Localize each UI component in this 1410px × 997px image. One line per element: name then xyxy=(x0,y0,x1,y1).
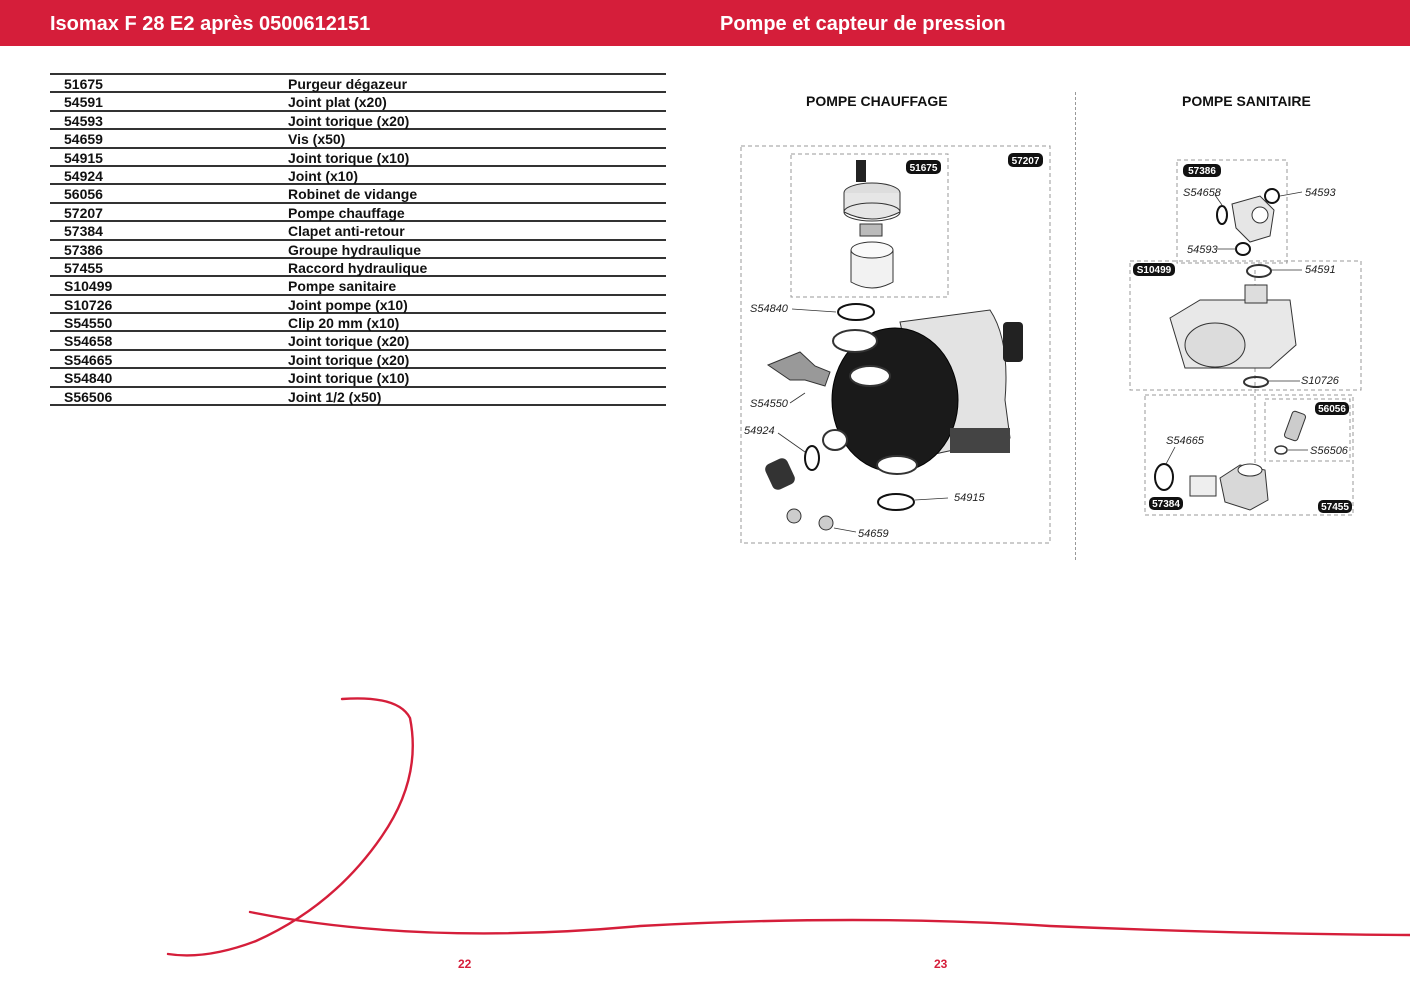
tag-57207 xyxy=(1008,153,1043,167)
page-number-right: 23 xyxy=(934,957,948,971)
label-54593-mid: 54593 xyxy=(1187,244,1218,256)
label-54915: 54915 xyxy=(954,492,985,504)
part-reference: S10499 xyxy=(64,278,113,295)
label-s10726: S10726 xyxy=(1301,375,1339,387)
title-pompe-chauffage: POMPE CHAUFFAGE xyxy=(806,93,948,109)
part-description: Pompe chauffage xyxy=(288,204,405,221)
part-reference: 57386 xyxy=(64,241,103,258)
svg-text:57384: 57384 xyxy=(1152,499,1180,510)
part-reference: 54915 xyxy=(64,149,103,166)
part-description: Pompe sanitaire xyxy=(288,278,397,295)
tag-56056 xyxy=(1315,402,1349,415)
page-number-left: 22 xyxy=(458,957,472,971)
part-reference: 57207 xyxy=(64,204,103,221)
svg-text:S10499: S10499 xyxy=(1136,265,1172,276)
svg-text:56056: 56056 xyxy=(1318,404,1346,415)
part-description: Clip 20 mm (x10) xyxy=(288,315,400,332)
label-s56506: S56506 xyxy=(1310,445,1348,457)
svg-text:57455: 57455 xyxy=(1321,502,1349,513)
ring-54591 xyxy=(1247,265,1271,277)
part-reference: 51675 xyxy=(64,76,103,92)
pompe-chauffage-drawing xyxy=(823,310,1023,474)
part-description: Raccord hydraulique xyxy=(288,259,428,276)
pompe-sanitaire-drawing xyxy=(1170,285,1296,368)
title-pompe-sanitaire: POMPE SANITAIRE xyxy=(1182,93,1311,109)
part-description: Joint pompe (x10) xyxy=(288,296,408,313)
part-reference: 57455 xyxy=(64,259,103,276)
part-reference: S54658 xyxy=(64,333,113,350)
part-description: Joint plat (x20) xyxy=(288,94,387,111)
tag-51675 xyxy=(906,160,941,174)
part-description: Joint 1/2 (x50) xyxy=(288,388,382,405)
part-description: Joint torique (x20) xyxy=(288,333,410,350)
diagram-pompe-sanitaire xyxy=(1130,160,1361,515)
part-reference: 54924 xyxy=(64,167,103,184)
label-s54840: S54840 xyxy=(750,303,788,315)
part-reference: S54665 xyxy=(64,351,113,368)
svg-text:57207: 57207 xyxy=(1011,156,1040,167)
ring-54915 xyxy=(878,494,914,510)
raccord-hydraulique-drawing xyxy=(1190,410,1306,510)
part-reference: S54840 xyxy=(64,370,113,387)
part-description: Joint torique (x10) xyxy=(288,370,410,387)
label-54924: 54924 xyxy=(744,425,775,437)
robinet-drawing xyxy=(763,456,797,492)
label-54591: 54591 xyxy=(1305,264,1336,276)
part-description: Robinet de vidange xyxy=(288,186,418,203)
ring-s10726 xyxy=(1244,377,1268,387)
part-reference: 56056 xyxy=(64,186,103,203)
label-54593-top: 54593 xyxy=(1305,187,1336,199)
clip-drawing xyxy=(768,352,830,386)
part-reference: S54550 xyxy=(64,315,113,332)
tag-57386 xyxy=(1183,164,1221,177)
tag-s10499 xyxy=(1133,263,1175,276)
document-title: Isomax F 28 E2 après 0500612151 xyxy=(50,13,371,35)
ring-54924 xyxy=(805,446,819,470)
tag-57384 xyxy=(1149,497,1183,510)
diagram-pompe-chauffage xyxy=(741,146,1050,543)
section-heading: Pompe et capteur de pression xyxy=(720,13,1006,35)
part-description: Vis (x50) xyxy=(288,131,346,148)
ring-s54658 xyxy=(1217,206,1227,224)
ring-54593-top xyxy=(1265,189,1279,203)
part-reference: 57384 xyxy=(64,223,103,240)
groupe-hydraulique-drawing xyxy=(1232,196,1274,242)
part-description: Joint torique (x10) xyxy=(288,149,410,166)
part-reference: S10726 xyxy=(64,296,113,313)
part-description: Joint torique (x20) xyxy=(288,351,410,368)
tag-57455 xyxy=(1318,500,1352,513)
label-s54665: S54665 xyxy=(1166,435,1204,447)
screws-54659 xyxy=(787,509,833,530)
joint-s56506 xyxy=(1275,446,1287,454)
ring-s54840 xyxy=(838,304,874,320)
label-54659: 54659 xyxy=(858,528,889,540)
label-s54550: S54550 xyxy=(750,398,788,410)
ring-s54665 xyxy=(1155,464,1173,490)
part-description: Joint (x10) xyxy=(288,167,359,184)
svg-text:57386: 57386 xyxy=(1188,166,1216,177)
part-reference: 54659 xyxy=(64,131,103,148)
part-description: Joint torique (x20) xyxy=(288,112,410,129)
purgeur-degazeur-drawing xyxy=(844,160,900,288)
ring-54593-mid xyxy=(1236,243,1250,255)
part-reference: S56506 xyxy=(64,388,113,405)
part-reference: 54593 xyxy=(64,112,103,129)
part-description: Groupe hydraulique xyxy=(288,241,422,258)
label-s54658: S54658 xyxy=(1183,187,1221,199)
decorative-red-swoosh xyxy=(168,698,1410,955)
part-reference: 54591 xyxy=(64,94,103,111)
svg-text:51675: 51675 xyxy=(909,163,938,174)
part-description: Clapet anti-retour xyxy=(288,223,405,240)
part-description: Purgeur dégazeur xyxy=(288,76,408,92)
